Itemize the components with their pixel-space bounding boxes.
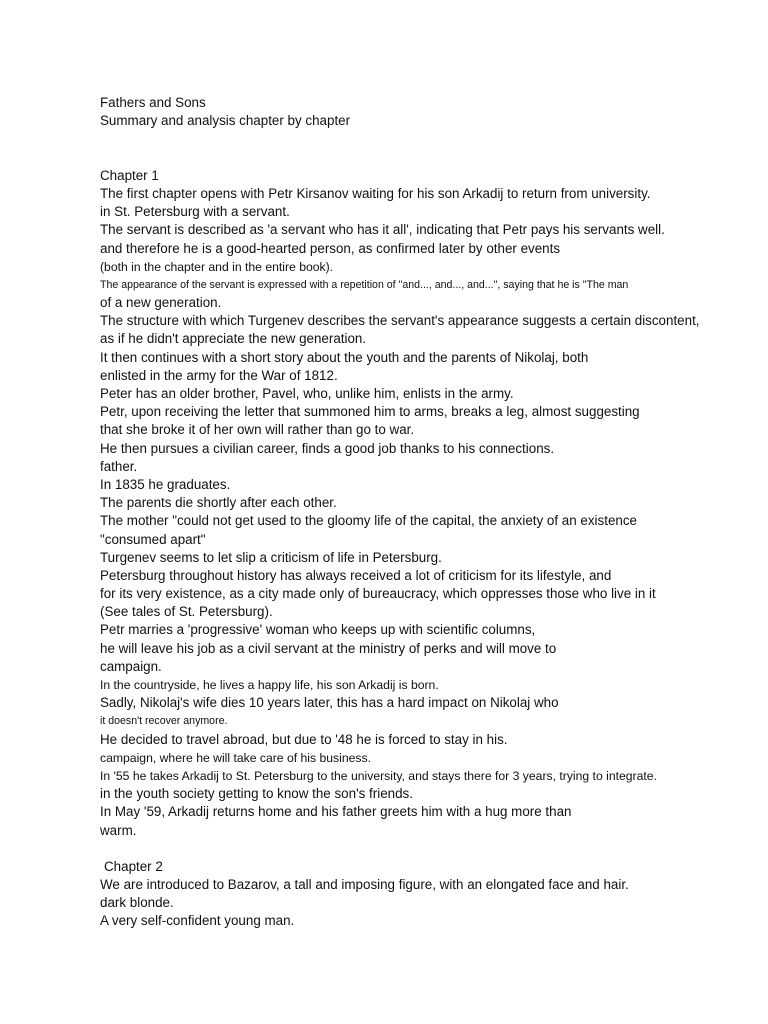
paragraph-line: In '55 he takes Arkadij to St. Petersburg to the university, and stays there for 3 years, trying to integrate. [100,768,657,783]
paragraph-line: It then continues with a short story about the youth and the parents of Nikolaj, both [100,349,589,365]
paragraph-line: "consumed apart" [100,531,206,547]
paragraph-line: in the youth society getting to know the son's friends. [100,786,413,802]
paragraph-line: as if he didn't appreciate the new generation. [100,331,367,347]
document-title: Fathers and Sons [100,95,206,110]
chapter-1-heading: Chapter 1 [100,167,159,183]
paragraph-line: he will leave his job as a civil servant at the ministry of perks and will move to [100,640,557,656]
blank-line [100,130,760,148]
paragraph-line: that she broke it of her own will rather than go to war. [100,422,415,438]
paragraph-line: In the countryside, he lives a happy life, his son Arkadij is born. [100,678,439,692]
paragraph-line: The mother "could not get used to the gloomy life of the capital, the anxiety of an existence [100,513,637,529]
paragraph-line: In 1835 he graduates. [100,476,231,492]
paragraph-line: The structure with which Turgenev describes the servant's appearance suggests a certain discontent, [100,313,700,329]
paragraph-line: Petr, upon receiving the letter that summoned him to arms, breaks a leg, almost suggesting [100,404,640,420]
paragraph-line: A very self-confident young man. [100,913,295,929]
paragraph-line: He decided to travel abroad, but due to '48 he is forced to stay in his. [100,731,508,747]
paragraph-line: The first chapter opens with Petr Kirsanov waiting for his son Arkadij to return from university. [100,185,651,201]
paragraph-line: and therefore he is a good-hearted person, as confirmed later by other events [100,240,561,256]
paragraph-line: warm. [100,822,137,838]
paragraph-line: of a new generation. [100,295,222,311]
paragraph-line: Peter has an older brother, Pavel, who, unlike him, enlists in the army. [100,386,514,401]
paragraph-line: Sadly, Nikolaj's wife dies 10 years later, this has a hard impact on Nikolaj who [100,695,559,711]
paragraph-line: Petersburg throughout history has always received a lot of criticism for its lifestyle, and [100,567,612,583]
paragraph-line: (See tales of St. Petersburg). [100,604,273,620]
paragraph-line: for its very existence, as a city made only of bureaucracy, which oppresses those who live in it [100,586,656,602]
paragraph-line: We are introduced to Bazarov, a tall and imposing figure, with an elongated face and hair. [100,877,629,893]
blank-line [100,840,760,858]
document-subtitle: Summary and analysis chapter by chapter [100,113,351,129]
paragraph-line: The appearance of the servant is expressed with a repetition of "and..., and..., and...", saying that he is "The man [100,278,629,291]
blank-line [100,149,760,167]
paragraph-line: dark blonde. [100,895,174,911]
document-body [100,94,760,931]
paragraph-line: in St. Petersburg with a servant. [100,204,290,220]
paragraph-line: He then pursues a civilian career, finds a good job thanks to his connections. [100,440,555,456]
paragraph-line: father. [100,458,138,474]
paragraph-line: Petr marries a 'progressive' woman who keeps up with scientific columns, [100,622,536,638]
paragraph-line: In May '59, Arkadij returns home and his father greets him with a hug more than [100,804,572,820]
paragraph-line: it doesn't recover anymore. [100,715,228,728]
paragraph-line: Turgenev seems to let slip a criticism of life in Petersburg. [100,549,442,565]
paragraph-line: The parents die shortly after each other. [100,495,337,511]
paragraph-line: The servant is described as 'a servant who has it all', indicating that Petr pays his servants well. [100,222,665,238]
paragraph-line: campaign, where he will take care of his business. [100,750,371,765]
paragraph-line: (both in the chapter and in the entire book). [100,259,334,274]
chapter-2-heading: Chapter 2 [104,858,163,874]
paragraph-line: enlisted in the army for the War of 1812. [100,367,338,383]
paragraph-line: campaign. [100,658,162,674]
